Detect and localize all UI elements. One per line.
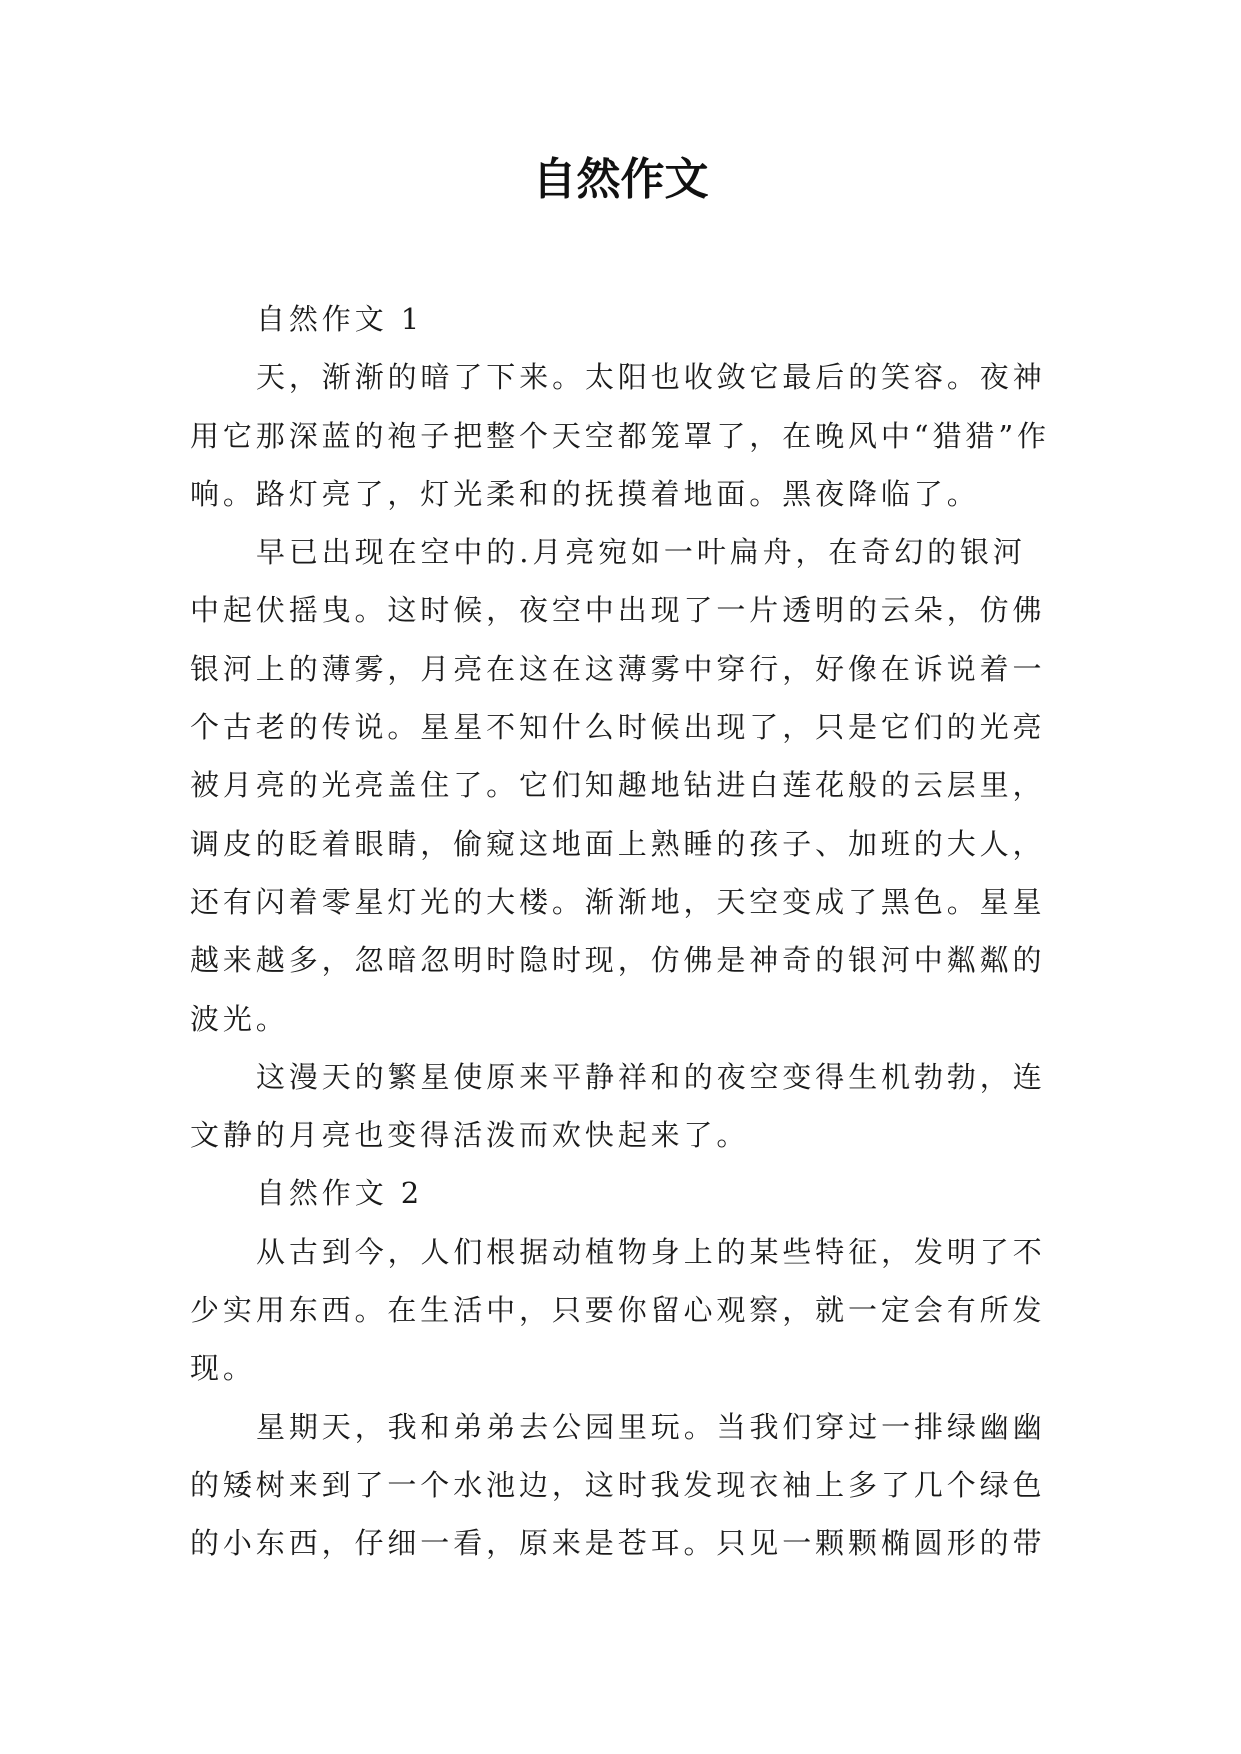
document-title: 自然作文 <box>532 154 709 205</box>
paragraph: 从古到今，人们根据动植物身上的某些特征，发明了不少实用东西。在生活中，只要你留心观察，就一定会有所发现。 <box>190 1234 1046 1386</box>
section-heading: 自然作文 2 <box>256 1176 424 1211</box>
section-heading: 自然作文 1 <box>256 302 424 336</box>
paragraph: 星期天，我和弟弟去公园里玩。当我们穿过一排绿幽幽的矮树来到了一个水池边，这时我发现衣袖上多了几个绿色的小东西，仔细一看，原来是苍耳。只见一颗颗椭圆形的带 <box>190 1409 1046 1561</box>
paragraph: 这漫天的繁星使原来平静祥和的夜空变得生机勃勃，连文静的月亮也变得活泼而欢快起来了。 <box>190 1059 1046 1153</box>
document-body <box>190 290 1050 1573</box>
paragraph: 早已出现在空中的.月亮宛如一叶扁舟，在奇幻的银河中起伏摇曳。这时候，夜空中出现了一片透明的云朵，仿佛银河上的薄雾，月亮在这在这薄雾中穿行，好像在诉说着一个古老的传说。星星不知什么时候出现了，只是它们的光亮被月亮的光亮盖住了。它们知趣地钻进白莲花般的云层里，调皮的眨着眼睛，偷窥这地面上熟睡的孩子、加班的大人，还有闪着零星灯光的大楼。渐渐地，天空变成了黑色。星星越来越多，忽暗忽明时隐时现，仿佛是神奇的银河中粼粼的波光。 <box>190 535 1046 1036</box>
paragraph: 天，渐渐的暗了下来。太阳也收敛它最后的笑容。夜神用它那深蓝的袍子把整个天空都笼罩了，在晚风中“猎猎”作响。路灯亮了，灯光柔和的抚摸着地面。黑夜降临了。 <box>190 360 1050 511</box>
